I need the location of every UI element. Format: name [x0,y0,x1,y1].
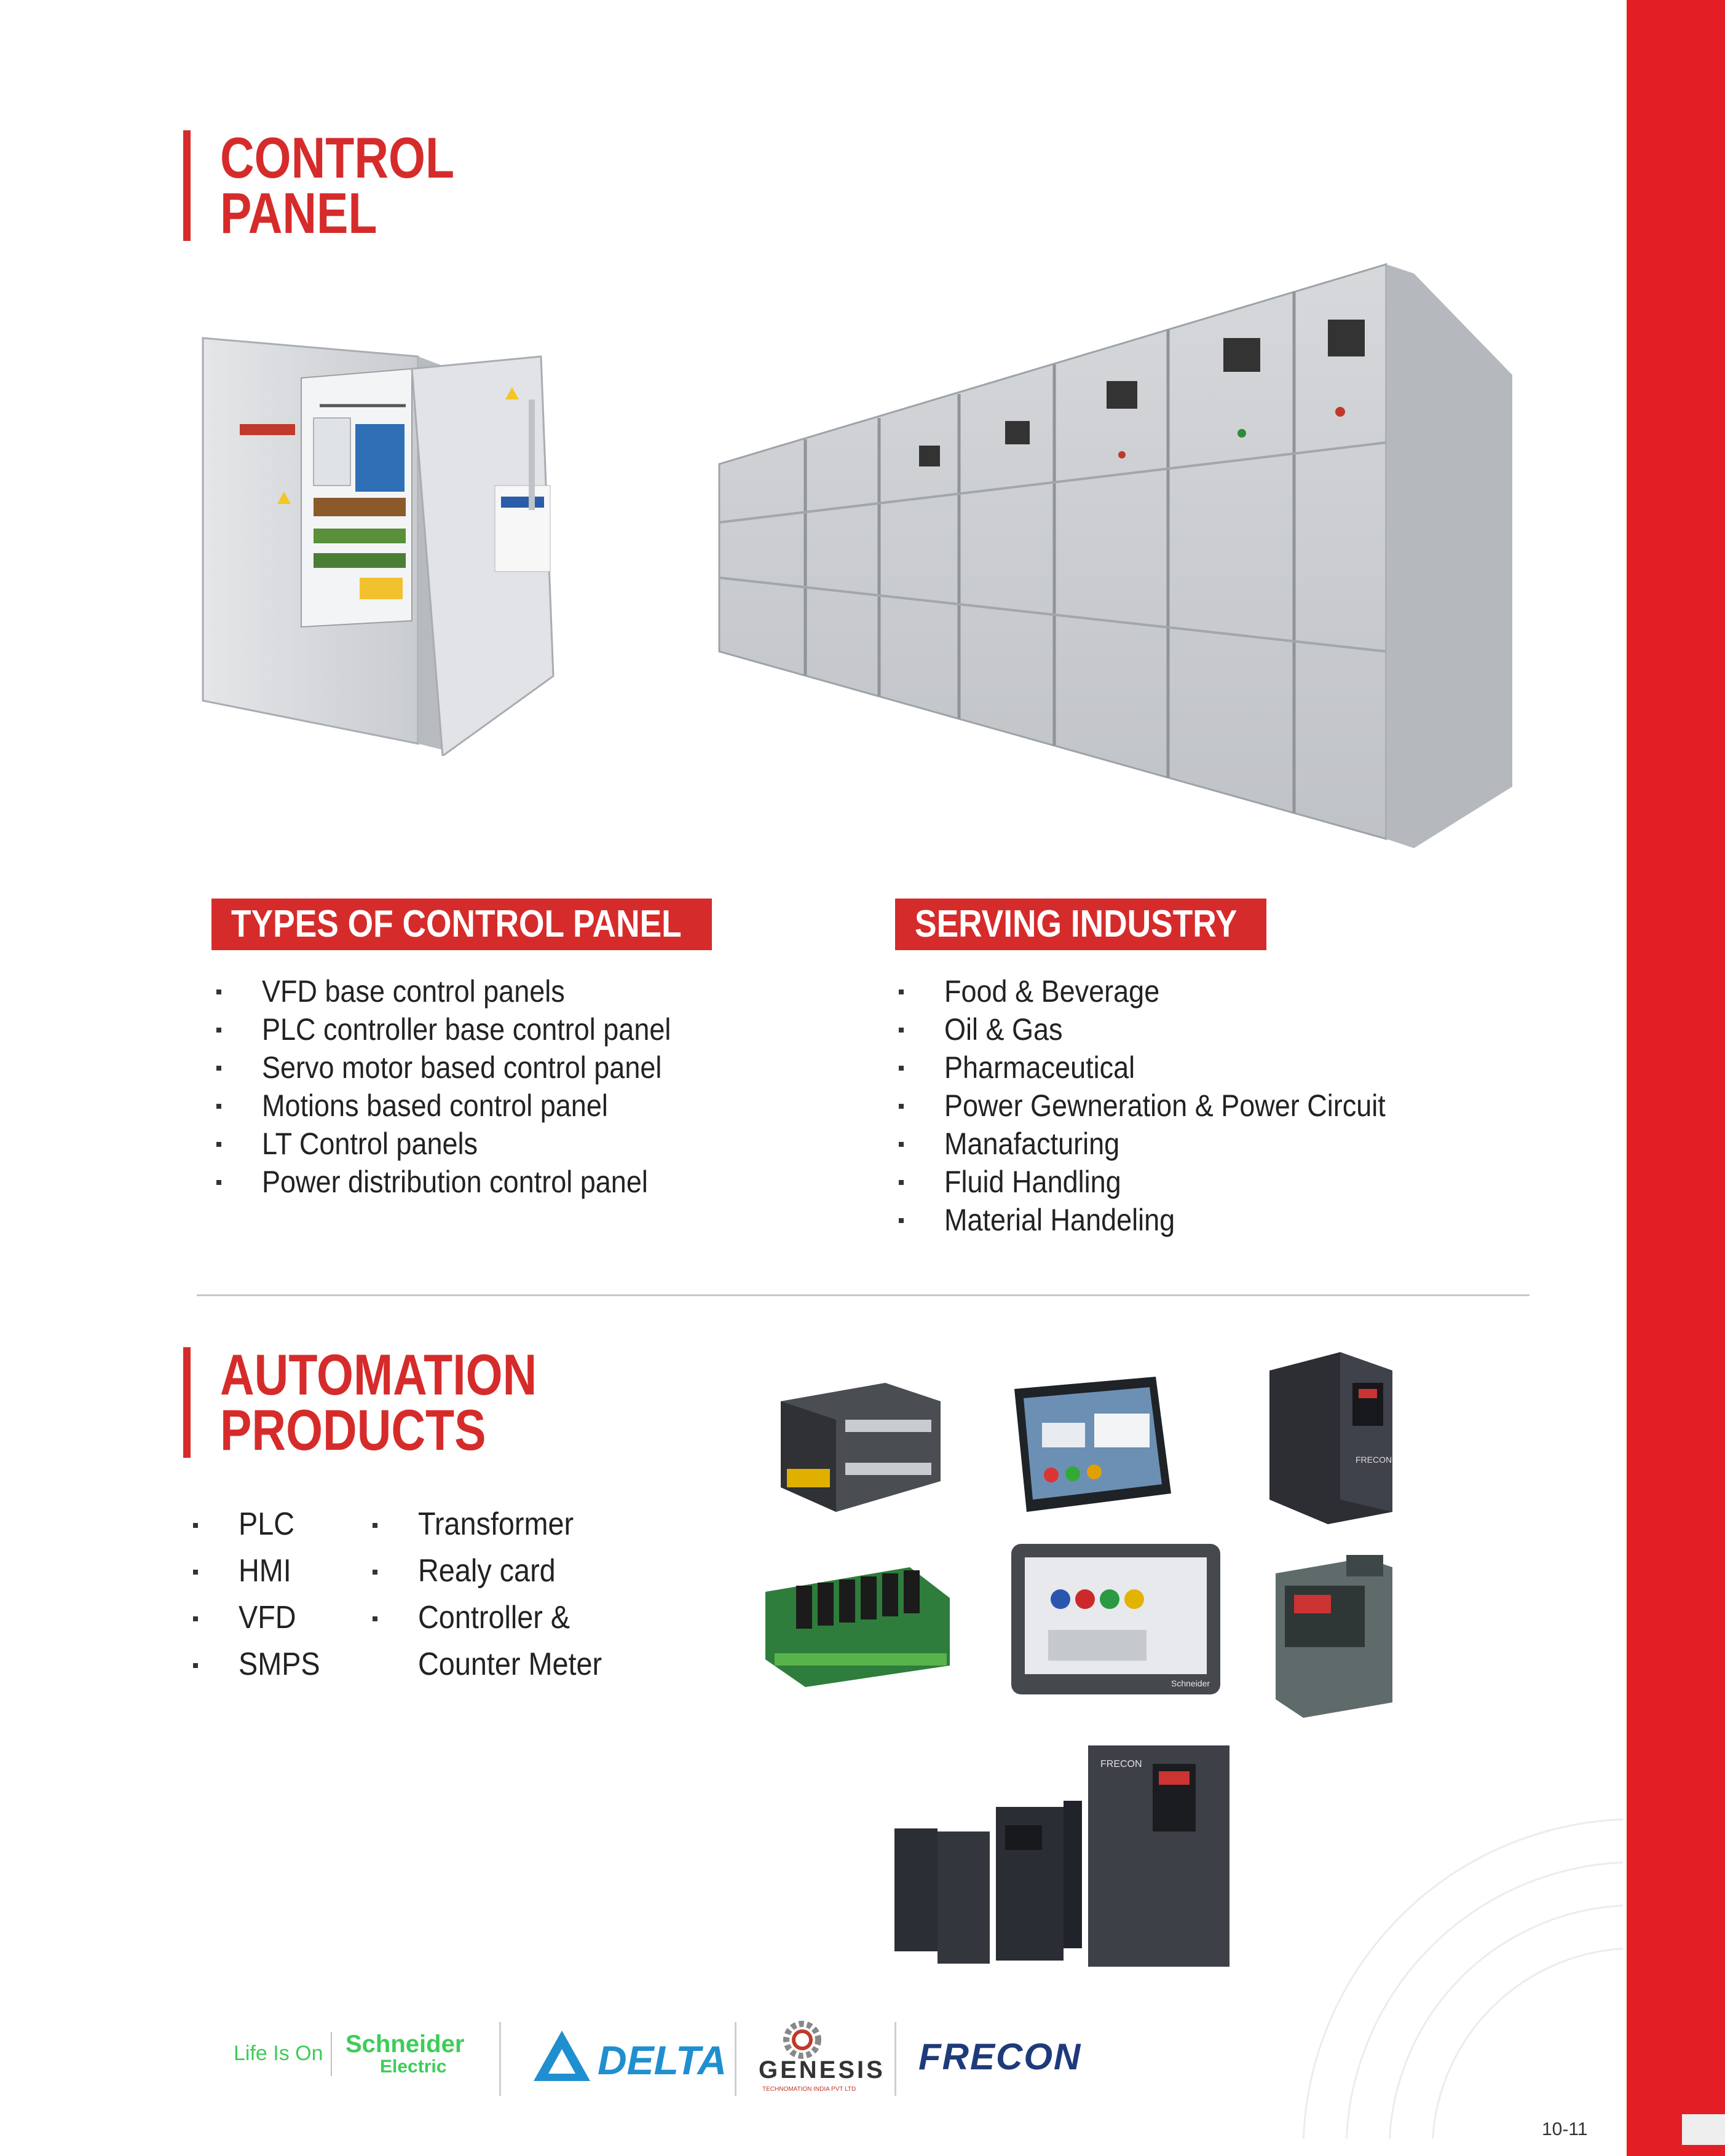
automation-list-continuation: Counter Meter [418,1647,602,1682]
list-item: SMPS [191,1641,329,1688]
list-item: Power Gewneration & Power Circuit [896,1087,1435,1125]
schneider-divider [331,2032,332,2076]
list-item: Oil & Gas [896,1010,1435,1048]
logo-separator [499,2022,501,2096]
types-list [214,972,716,1201]
vfd-family-image [891,1739,1236,1973]
list-item: Servo motor based control panel [214,1048,716,1087]
compact-vfd-image [1273,1549,1395,1721]
schneider-sub: Electric [380,2056,447,2077]
types-heading-text: TYPES OF CONTROL PANEL [231,903,682,945]
list-item: Motions based control panel [214,1087,716,1125]
list-item: Pharmaceutical [896,1048,1435,1087]
hmi-panel-image [1011,1544,1220,1694]
automation-title [183,1342,606,1462]
genesis-sub: TECHNOMATION INDIA PVT LTD [762,2086,856,2093]
delta-logo-mark [531,2028,593,2083]
list-item: Fluid Handling [896,1163,1435,1201]
list-item: VFD [191,1594,329,1641]
list-item: Power distribution control panel [214,1163,716,1201]
list-item: PLC [191,1501,329,1548]
control-panel-title [183,125,506,245]
genesis-name: GENESIS [759,2056,885,2083]
automation-title-line1: AUTOMATION [220,1342,537,1407]
plc-image [762,1377,947,1518]
list-item: Manafacturing [896,1125,1435,1163]
control-panel-title-line1: CONTROL [220,125,455,190]
list-item: Controller & [370,1594,591,1641]
list-item: PLC controller base control panel [214,1010,716,1048]
logo-separator [735,2022,736,2096]
decorative-arcs [1291,1770,1623,2139]
automation-list-col1 [191,1501,329,1688]
section-divider [197,1294,1530,1296]
automation-list-col2 [370,1501,591,1641]
switchgear-row-image [713,258,1512,848]
hmi-image [1008,1371,1174,1518]
schneider-name: Schneider [345,2031,465,2058]
side-accent-bar [1627,0,1725,2156]
list-item: Realy card [370,1548,591,1594]
schneider-tagline: Life Is On [234,2042,323,2065]
delta-name: DELTA [598,2037,727,2083]
page-number: 10-11 [1542,2119,1588,2139]
logo-separator [894,2022,896,2096]
list-item: Transformer [370,1501,591,1548]
list-item: LT Control panels [214,1125,716,1163]
industry-heading-text: SERVING INDUSTRY [915,903,1238,945]
list-item: HMI [191,1548,329,1594]
control-cabinet-image [160,332,670,756]
relay-card-image [762,1561,953,1690]
types-heading [211,899,712,950]
gear-icon [781,2018,824,2061]
frecon-logo: FRECON [918,2036,1082,2077]
control-panel-title-line2: PANEL [220,181,377,245]
industry-list [896,972,1435,1239]
page-number-box [1682,2114,1725,2145]
list-item: Material Handeling [896,1201,1435,1239]
vfd-image [1266,1346,1395,1524]
automation-title-line2: PRODUCTS [220,1398,486,1462]
hmi-brand-text: Schneider [1171,1678,1210,1688]
vfd-brand-text: FRECON [1356,1455,1392,1465]
vfd-family-brand-text: FRECON [1100,1759,1142,1769]
list-item: VFD base control panels [214,972,716,1010]
list-item: Food & Beverage [896,972,1435,1010]
industry-heading [895,899,1266,950]
